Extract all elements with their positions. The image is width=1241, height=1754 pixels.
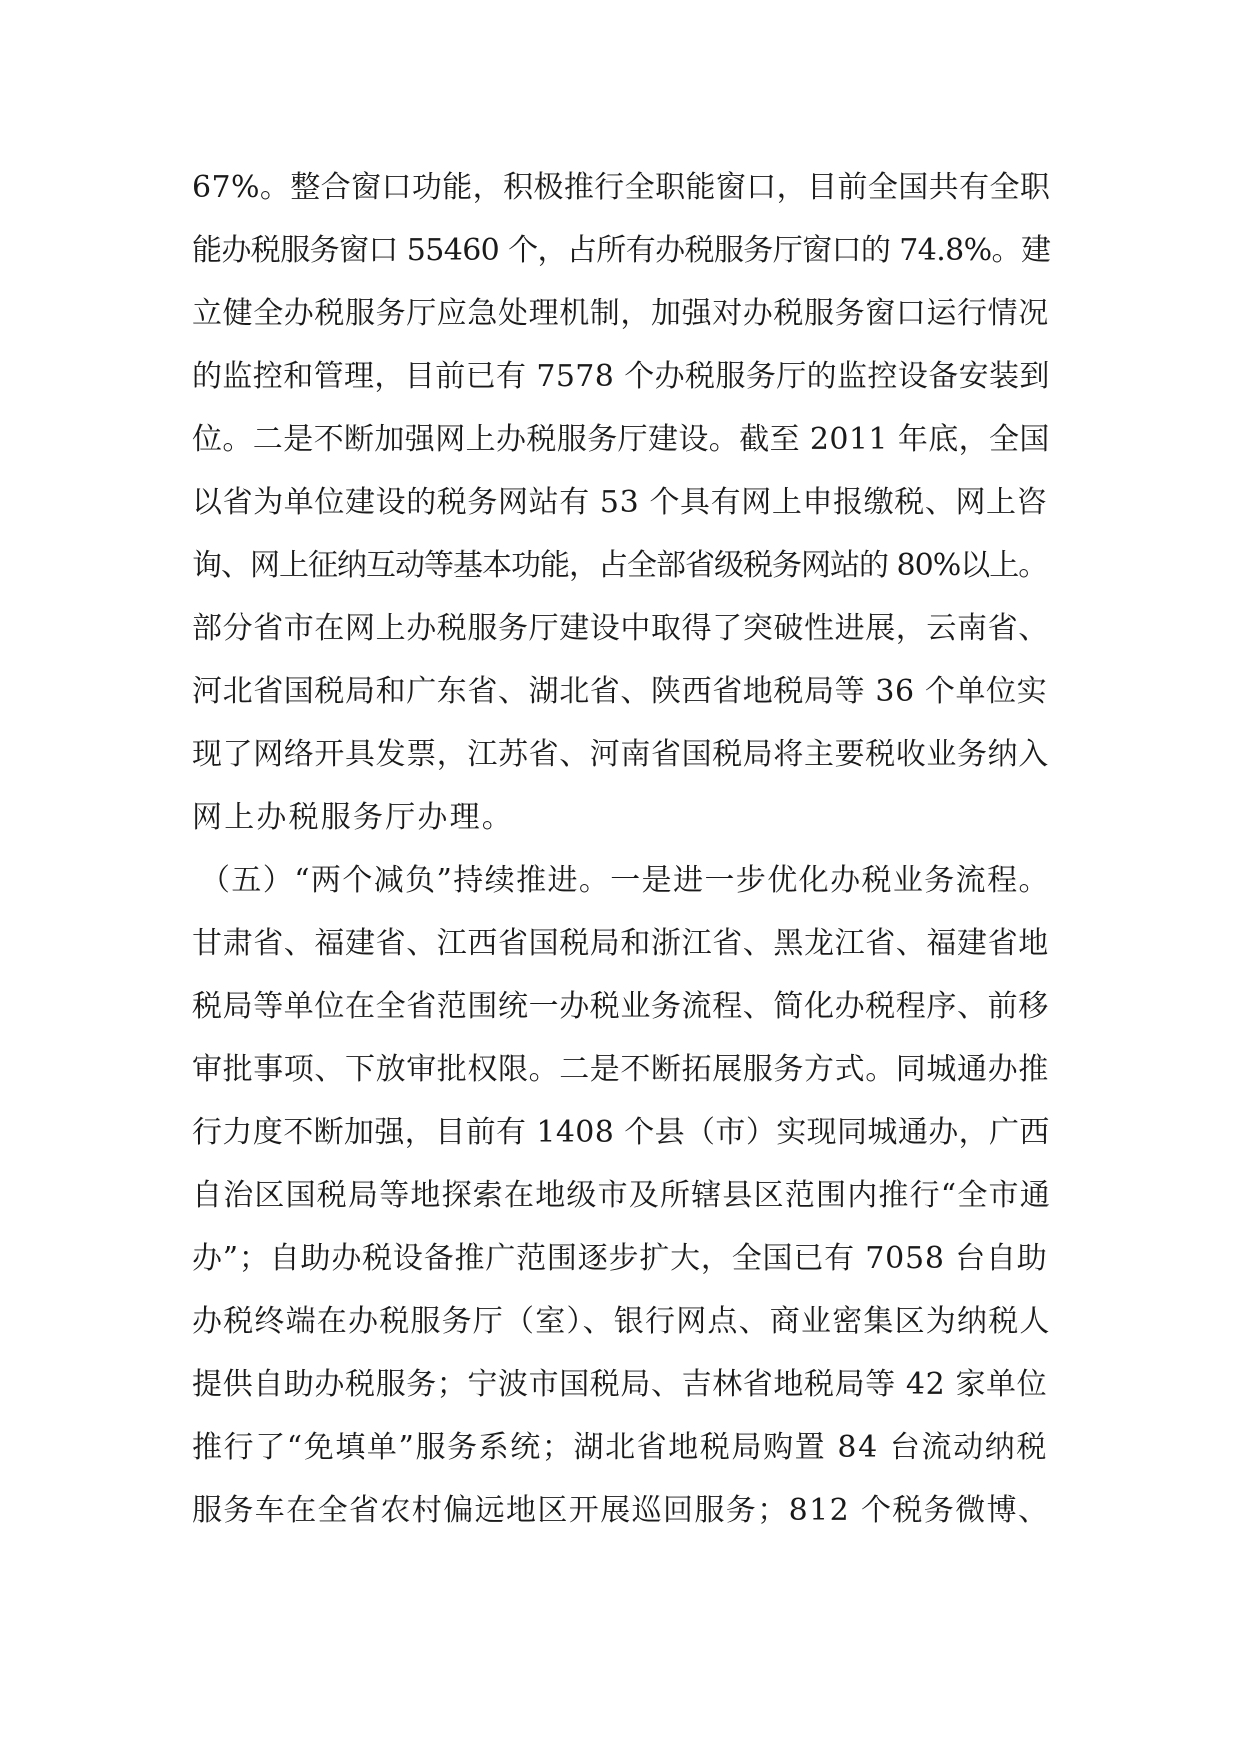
text-line-9: 河北省国税局和广东省、湖北省、陕西省地税局等 36 个单位实: [192, 674, 1048, 709]
text-line-21: 推行了“免填单”服务系统；湖北省地税局购置 84 台流动纳税: [192, 1430, 1048, 1465]
text-line-5: 位。二是不断加强网上办税服务厅建设。截至 2011 年底，全国: [192, 422, 1050, 457]
text-line-7: 询、网上征纳互动等基本功能，占全部省级税务网站的 80%以上。: [192, 548, 1048, 583]
text-line-4: 的监控和管理，目前已有 7578 个办税服务厅的监控设备安装到: [192, 359, 1050, 394]
text-line-18: 办”；自助办税设备推广范围逐步扩大，全国已有 7058 台自助: [192, 1241, 1048, 1276]
text-line-14: 税局等单位在全省范围统一办税业务流程、简化办税程序、前移: [192, 989, 1049, 1024]
text-line-17: 自治区国税局等地探索在地级市及所辖县区范围内推行“全市通: [192, 1178, 1051, 1213]
text-line-22: 服务车在全省农村偏远地区开展巡回服务；812 个税务微博、: [192, 1493, 1050, 1528]
text-line-16: 行力度不断加强，目前有 1408 个县（市）实现同城通办，广西: [192, 1115, 1050, 1150]
text-line-10: 现了网络开具发票，江苏省、河南省国税局将主要税收业务纳入: [192, 737, 1049, 772]
text-line-3: 立健全办税服务厅应急处理机制，加强对办税服务窗口运行情况: [192, 296, 1049, 331]
text-line-2: 能办税服务窗口 55460 个，占所有办税服务厅窗口的 74.8%。建: [192, 233, 1051, 268]
text-line-20: 提供自助办税服务；宁波市国税局、吉林省地税局等 42 家单位: [192, 1367, 1048, 1402]
text-line-1: 67%。整合窗口功能，积极推行全职能窗口，目前全国共有全职: [192, 170, 1051, 205]
text-line-13: 甘肃省、福建省、江西省国税局和浙江省、黑龙江省、福建省地: [192, 926, 1049, 961]
text-line-11: 网上办税服务厅办理。: [192, 800, 514, 835]
text-line-15: 审批事项、下放审批权限。二是不断拓展服务方式。同城通办推: [192, 1052, 1049, 1087]
section-heading-line: （五）“两个减负”持续推进。一是进一步优化办税业务流程。: [200, 863, 1050, 898]
text-line-8: 部分省市在网上办税服务厅建设中取得了突破性进展，云南省、: [192, 611, 1049, 646]
text-line-6: 以省为单位建设的税务网站有 53 个具有网上申报缴税、网上咨: [192, 485, 1048, 520]
text-line-19: 办税终端在办税服务厅（室）、银行网点、商业密集区为纳税人: [192, 1304, 1051, 1339]
